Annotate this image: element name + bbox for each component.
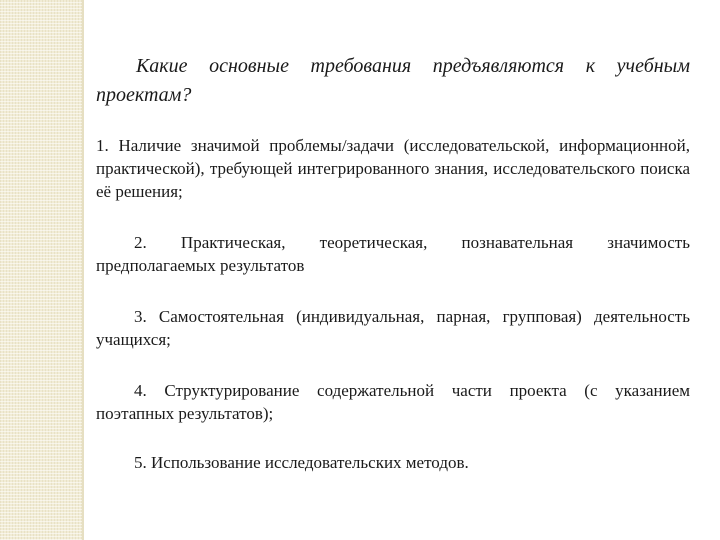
slide-question-heading: Какие основные требования предъявляются к учебным проектам? [96, 55, 690, 106]
slide-content [96, 52, 690, 502]
requirement-item-1: 1. Наличие значимой проблемы/задачи (исследовательской, информационной, практической), требующей интегрированного знания, исследовательского поиска её решения; [96, 136, 690, 201]
requirement-item-3: 3. Самостоятельная (индивидуальная, парная, групповая) деятельность учащихся; [96, 307, 690, 349]
requirement-item-5: 5. Использование исследовательских методов. [134, 453, 469, 472]
side-band-edge [82, 0, 84, 540]
decorative-side-band [0, 0, 82, 540]
requirement-item-2: 2. Практическая, теоретическая, познавательная значимость предполагаемых результатов [96, 233, 690, 275]
requirement-item-4: 4. Структурирование содержательной части проекта (с указанием поэтапных результатов); [96, 381, 690, 423]
